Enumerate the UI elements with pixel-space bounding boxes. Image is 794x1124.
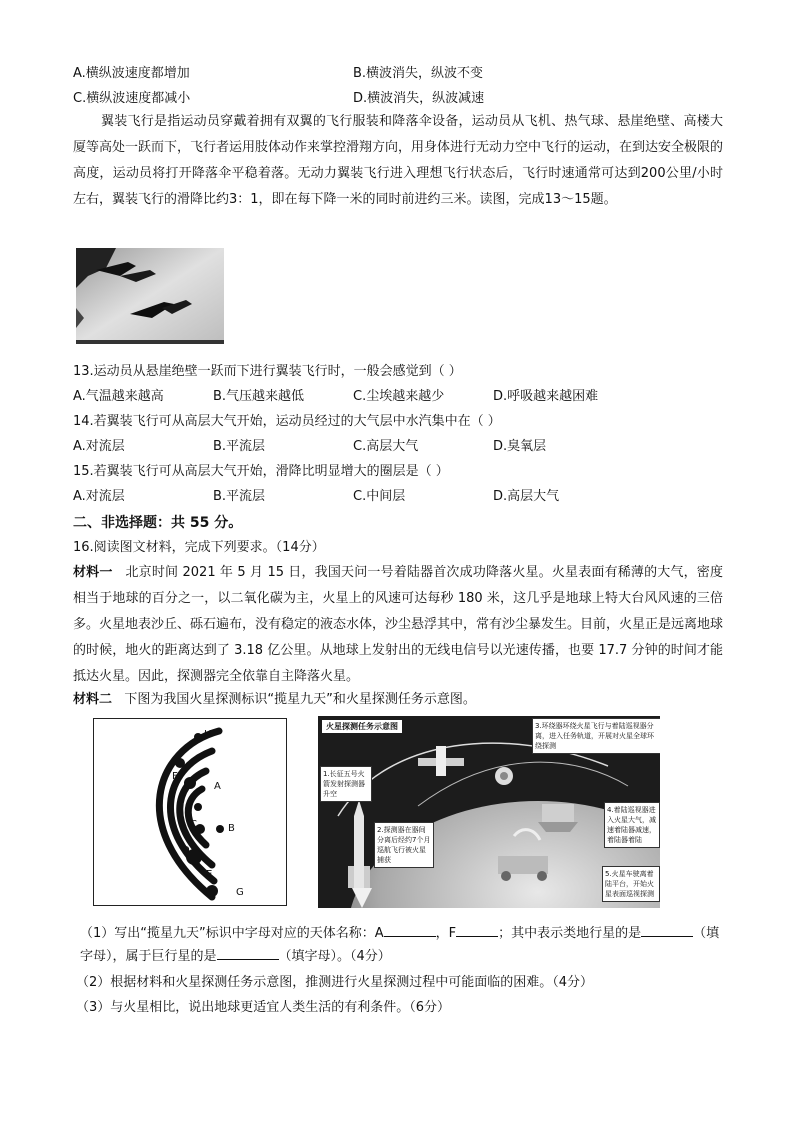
sub1-part-f: （填字母）。（4分）: [278, 949, 391, 964]
q15-option-d: D.高层大气: [493, 489, 560, 504]
sub1-part-b: ，F: [435, 926, 457, 941]
q14-option-a: A.对流层: [73, 439, 125, 454]
q14-stem: 14.若翼装飞行可从高层大气开始，运动员经过的大气层中水汽集中在（ ）: [73, 414, 501, 429]
material2-text: 下图为我国火星探测标识“揽星九天”和火星探测任务示意图。: [124, 692, 476, 707]
mission-step-4: 4.着陆巡视器进入火星大气，减速着陆器减速，着陆器着陆: [604, 802, 660, 848]
mission-diagram: [318, 716, 660, 908]
answer-blank-terrestrial[interactable]: [641, 923, 693, 937]
logo-letter-g: G: [236, 887, 244, 898]
q13-option-d: D.呼吸越来越困难: [493, 389, 599, 404]
wingsuit-photo-image: [76, 248, 224, 344]
logo-letter-a: A: [214, 781, 221, 792]
material1-text: 北京时间 2021 年 5 月 15 日，我国天问一号着陆器首次成功降落火星。火星表面有稀薄的大气，密度相当于地球的百分之一，以二氧化碳为主，火星上的风速可达每秒 180 米，这几乎是地球上特大台风风速的三倍多。火星地表沙丘、砾石遍布，没有稳定的液态水体，沙尘悬浮其中，常有沙尘暴发生。目前，火星正是远离地球的时候，地火的距离达到了 3.18 亿公里。从地球上发射出的无线电信号以光速传播，也要 17.7 分钟的时间才能抵达火星。因此，探测器完全依靠自主降落火星。: [73, 565, 724, 684]
q12-option-b: B.横波消失，纵波不变: [353, 66, 484, 81]
mission-step-2: 2.探测器在器间分离后经约7个月巡航飞行被火星捕获: [374, 822, 434, 868]
mission-step-1: 1.长征五号火箭发射探测器升空: [320, 766, 372, 802]
q16-material1: [73, 560, 723, 690]
lanxing-jiutian-logo: [94, 719, 286, 905]
q14-option-b: B.平流层: [213, 439, 266, 454]
wingsuit-photo: [76, 248, 224, 344]
logo-letter-c: C: [190, 819, 197, 830]
sub1-part-d: （填: [693, 926, 720, 941]
q15-option-a: A.对流层: [73, 489, 125, 504]
q16-sub3: （3）与火星相比，说出地球更适宜人类生活的有利条件。（6分）: [76, 1000, 451, 1015]
logo-letter-b: B: [228, 823, 235, 834]
logo-letter-e: E: [206, 869, 213, 880]
q16-sub2: （2）根据材料和火星探测任务示意图，推测进行火星探测过程中可能面临的困难。（4分）: [76, 975, 594, 990]
answer-blank-giant[interactable]: [217, 946, 279, 960]
logo-letter-f: F: [172, 771, 178, 782]
q15-option-b: B.平流层: [213, 489, 266, 504]
logo-letter-h: H: [204, 729, 212, 740]
q14-option-c: C.高层大气: [353, 439, 419, 454]
answer-blank-f[interactable]: [456, 923, 498, 937]
mission-step-5: 5.火星车驶离着陆平台，开始火星表面巡视探测: [602, 866, 660, 902]
q12-option-a: A.横纵波速度都增加: [73, 66, 190, 81]
q12-option-d: D.横波消失，纵波减速: [353, 91, 485, 106]
q13-stem: 13.运动员从悬崖绝壁一跃而下进行翼装飞行时，一般会感觉到（ ）: [73, 364, 462, 379]
q16-sub1-line1: [80, 923, 719, 944]
mission-step-3: 3.环绕器环绕火星飞行与着陆巡视器分离，进入任务轨道，开展对火星全球环绕探测: [532, 718, 660, 754]
q14-option-d: D.臭氧层: [493, 439, 547, 454]
logo-letter-d: D: [182, 845, 190, 856]
q13-option-a: A.气温越来越高: [73, 389, 164, 404]
mission-title: 火星探测任务示意图: [322, 720, 402, 733]
intro-paragraph: 翼装飞行是指运动员穿戴着拥有双翼的飞行服装和降落伞设备，运动员从飞机、热气球、悬崖绝壁、高楼大厦等高处一跃而下，飞行者运用肢体动作来掌控滑翔方向，用身体进行无动力空中飞行的运动，在到达安全极限的高度，运动员将打开降落伞平稳着落。无动力翼装飞行进入理想飞行状态后，飞行时速通常可达到200公里/小时左右，翼装飞行的滑降比约3：1，即在每下降一米的同时前进约三米。读图，完成13～15题。: [73, 114, 724, 207]
q16-material2: [73, 690, 476, 710]
q15-option-c: C.中间层: [353, 489, 406, 504]
q16-intro: 16.阅读图文材料，完成下列要求。（14分）: [73, 540, 325, 555]
material1-label: 材料一: [73, 565, 113, 580]
q13-option-b: B.气压越来越低: [213, 389, 305, 404]
section-heading: 二、非选择题：共 55 分。: [73, 515, 243, 531]
q16-sub1-line2: [80, 946, 391, 967]
q13-option-c: C.尘埃越来越少: [353, 389, 445, 404]
mars-logo-figure: [93, 718, 287, 906]
material2-label: 材料二: [73, 692, 113, 707]
q15-stem: 15.若翼装飞行可从高层大气开始，滑降比明显增大的圈层是（ ）: [73, 464, 449, 479]
answer-blank-a[interactable]: [384, 923, 436, 937]
q12-option-c: C.横纵波速度都减小: [73, 91, 191, 106]
sub1-part-a: （1）写出“揽星九天”标识中字母对应的天体名称：A: [80, 926, 384, 941]
sub1-part-e: 字母），属于巨行星的是: [80, 949, 217, 964]
sub1-part-c: ；其中表示类地行星的是: [498, 926, 642, 941]
